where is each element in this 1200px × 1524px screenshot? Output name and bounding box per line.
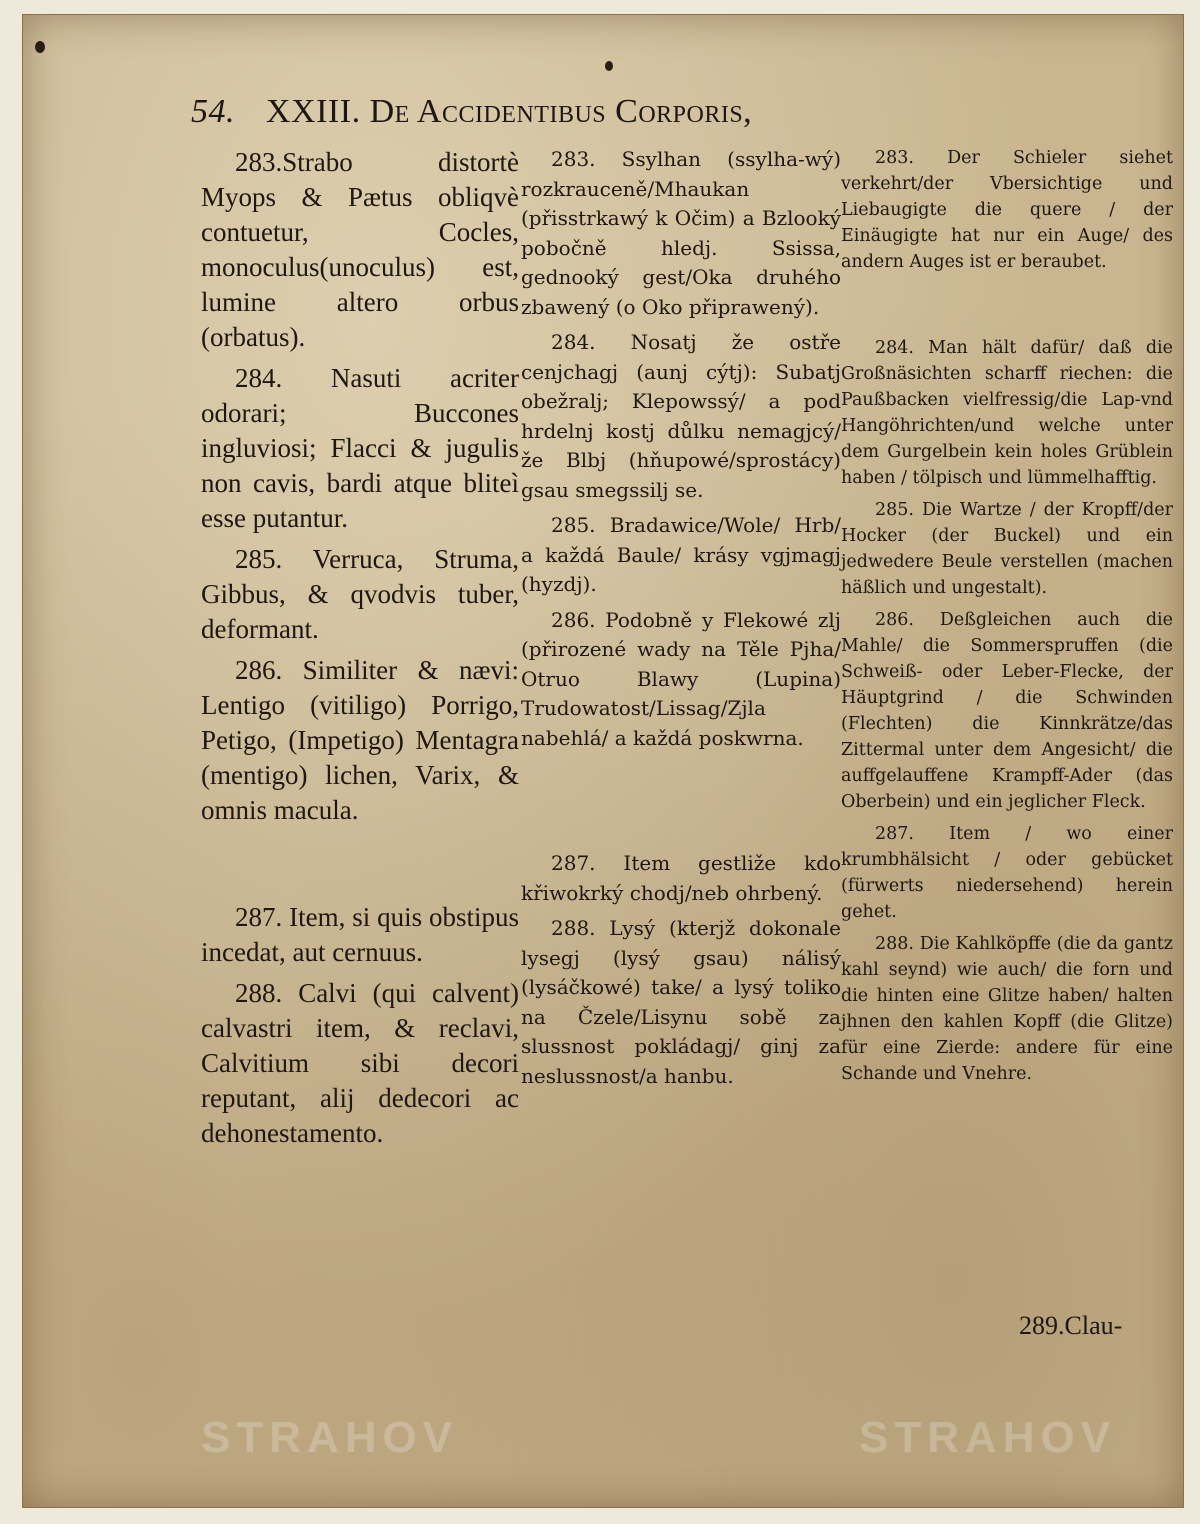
german-para-287: 287. Item / wo einer krumbhälsicht / oder gebücket (fürwerts niedersehend) herein gehet. bbox=[841, 824, 1173, 922]
german-para-285: 285. Die Wartze / der Kropff/der Hocker (der Buckel) und ein jedwedere Beule verstellen (machen häßlich und ungestalt). bbox=[841, 500, 1173, 598]
page-number: 54. bbox=[191, 93, 235, 130]
german-para-284: 284. Man hält dafür/ daß die Großnäsichten scharff riechen: die Paußbacken vielfressig/die Lap-vnd Hangöhrichten/und welche unter dem Gurgelbein kein holes Grüblein haben / tölpisch und lümmelhafftig. bbox=[841, 338, 1173, 488]
czech-para-283: 283. Ssylhan (ssylha-wý) rozkrauceně/Mhaukan (přisstrkawý k Očim) a Bzlooký pobočně hledj. Ssissa, gednooký gest/Oka druhého zbawený (o Oko připrawený). bbox=[521, 147, 841, 319]
czech-column bbox=[521, 145, 841, 1097]
latin-para-286: 286. Similiter & nævi: Lentigo (vitiligo) Porrigo, Petigo, (Impetigo) Mentagra (mentigo) lichen, Varix, & omnis macula. bbox=[201, 655, 519, 825]
czech-para-284: 284. Nosatj že ostře cenjchagj (aunj cýtj): Subatj obežralj; Klepowssý/ a pod hrdelnj kostj důlku nemagjcý/ že Blbj (hňupowé/sprostácy) gsau smegssilj se. bbox=[521, 330, 841, 502]
running-head bbox=[191, 93, 1161, 131]
latin-para-288: 288. Calvi (qui calvent) calvastri item, & reclavi, Calvitium sibi decori reputant, alij dedecori ac dehonestamento. bbox=[201, 978, 519, 1148]
latin-column bbox=[201, 145, 519, 1157]
latin-para-287: 287. Item, si quis obstipus incedat, aut cernuus. bbox=[201, 902, 519, 967]
catchword: 289.Clau- bbox=[1019, 1311, 1123, 1340]
czech-para-287: 287. Item gestliže kdo křiwokrký chodj/neb ohrbený. bbox=[521, 851, 841, 905]
chapter-title: XXIII. De Accidentibus Corporis, bbox=[266, 93, 753, 130]
ink-spot bbox=[35, 41, 45, 53]
latin-para-285: 285. Verruca, Struma, Gibbus, & qvodvis tuber, deformant. bbox=[201, 544, 519, 644]
german-column bbox=[841, 145, 1173, 1093]
latin-para-283: 283.Strabo distortè Myops & Pætus obliqvè contuetur, Cocles, monoculus(unoculus) est, lumine altero orbus (orbatus). bbox=[201, 147, 519, 352]
watermark-left: STRAHOV bbox=[201, 1413, 459, 1462]
german-para-286: 286. Deßgleichen auch die Mahle/ die Sommerspruffen (die Schweiß- oder Leber-Flecke, der Häuptgrind / die Schwinden (Flechten) die Kinnkrätze/das Zittermal unter dem Angesicht/ die auffgelauffene Krampff-Ader (das Oberbein) und ein jeglicher Fleck. bbox=[841, 610, 1173, 812]
book-page bbox=[22, 14, 1184, 1508]
czech-para-288: 288. Lysý (kterjž dokonale lysegj (lysý gsau) nálisý (lysáčkowé) take/ a lysý toliko na Čzele/Lisynu sobě za slussnost pokládagj/ ginj za neslussnost/a hanbu. bbox=[521, 916, 841, 1088]
czech-para-285: 285. Bradawice/Wole/ Hrb/ a každá Baule/ krásy vgjmagj (hyzdj). bbox=[521, 513, 841, 596]
german-para-283: 283. Der Schieler siehet verkehrt/der Vbersichtige und Liebaugigte die quere / der Einäugigte hat nur ein Auge/ des andern Auges ist er beraubet. bbox=[841, 148, 1173, 272]
ink-spot bbox=[605, 61, 613, 71]
watermark-right: STRAHOV bbox=[859, 1413, 1117, 1462]
german-para-288: 288. Die Kahlköpffe (die da gantz kahl seynd) wie auch/ die forn und die hinten eine Glitze haben/ halten jhnen den kahlen Kopff (die Glitze) für eine Zierde: andere für eine Schande und Vnehre. bbox=[841, 934, 1173, 1084]
czech-para-286: 286. Podobně y Flekowé zlj (přirozené wady na Těle Pjha/ Otruo Blawy (Lupina) Trudowatost/Lissag/Zjla nabehlá/ a každá poskwrna. bbox=[521, 607, 841, 750]
latin-para-284: 284. Nasuti acriter odorari; Buccones ingluviosi; Flacci & jugulis non cavis, bardi atque bliteì esse putantur. bbox=[201, 363, 519, 533]
